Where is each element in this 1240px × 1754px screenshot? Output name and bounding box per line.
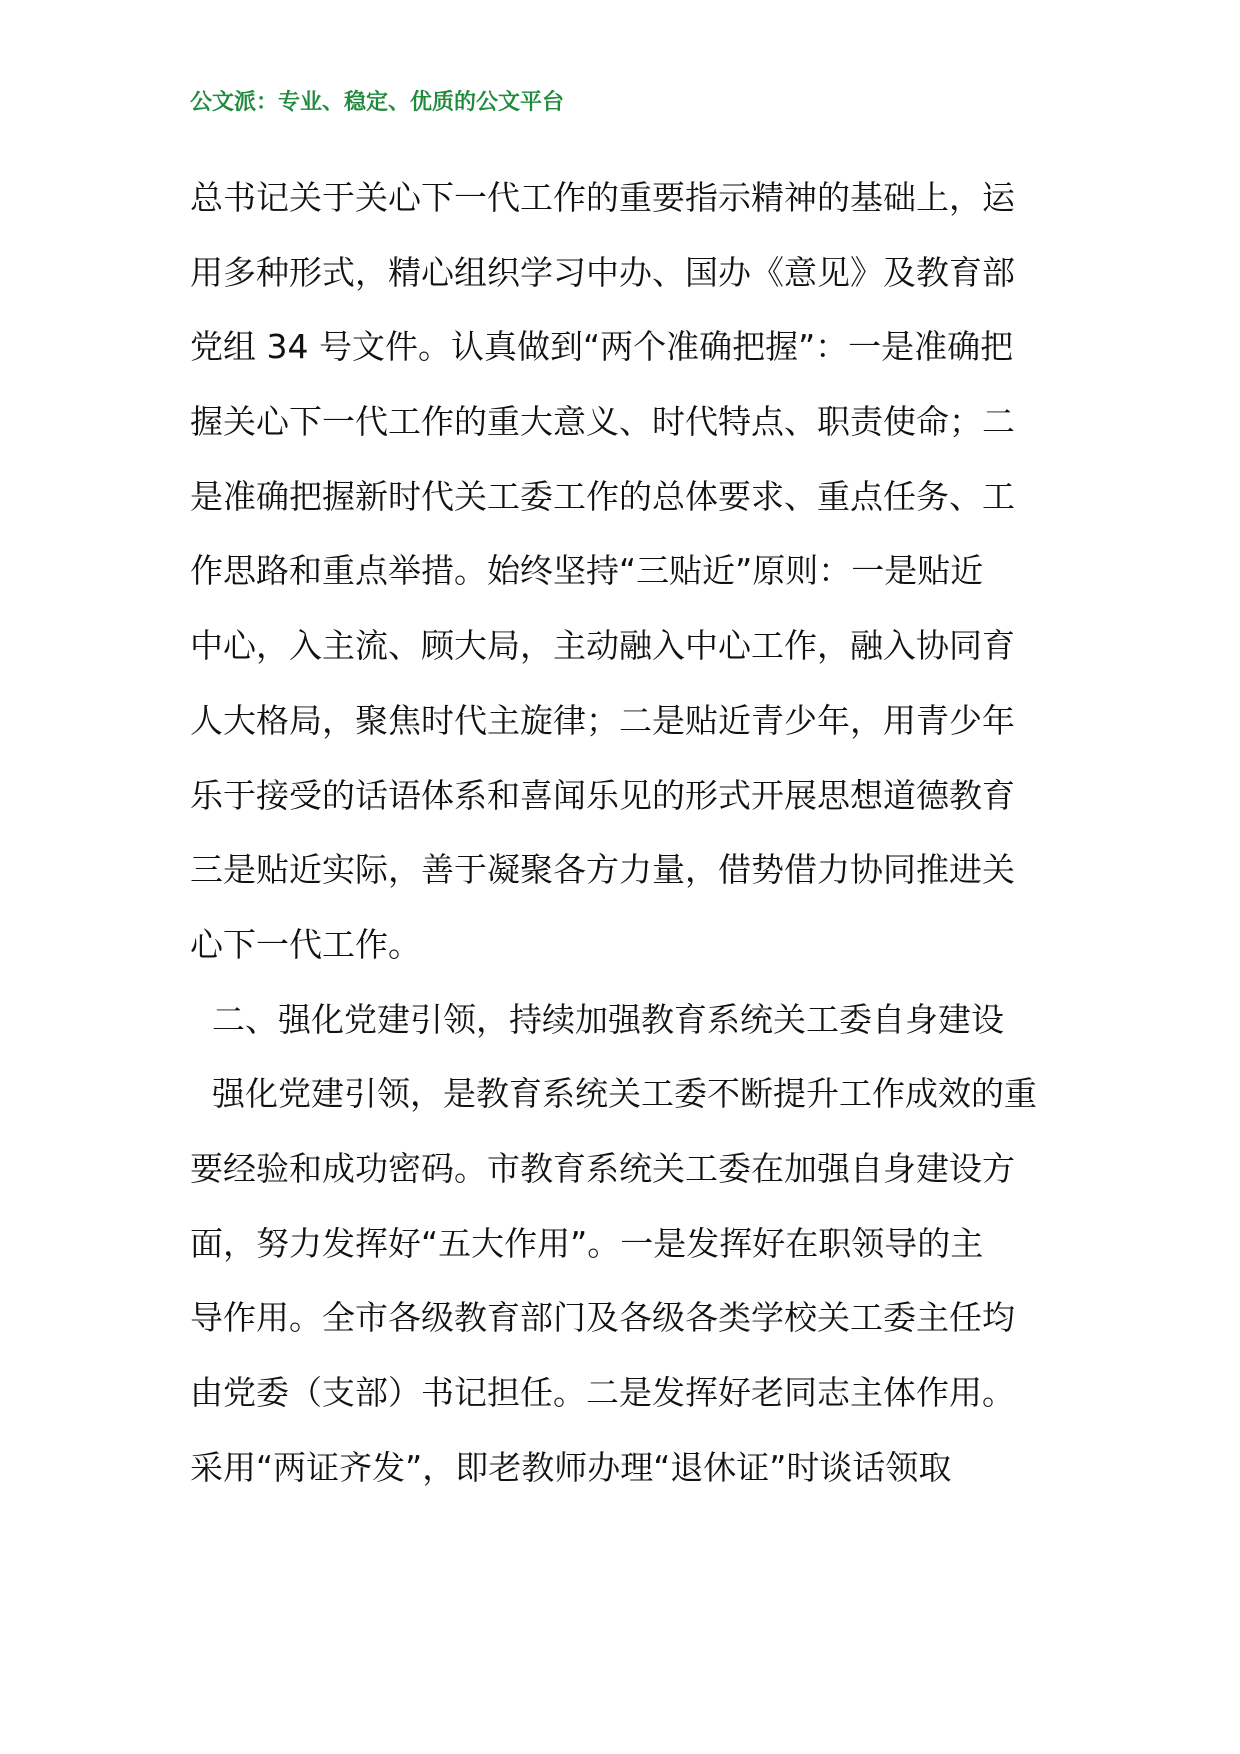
- site-header: 公文派：专业、稳定、优质的公文平台: [190, 90, 565, 115]
- text-line: 三是贴近实际，善于凝聚各方力量，借势借力协同推进关: [190, 850, 1015, 890]
- text-line: 作思路和重点举措。始终坚持“三贴近”原则：一是贴近: [190, 551, 984, 591]
- text-line: 导作用。全市各级教育部门及各级各类学校关工委主任均: [190, 1298, 1015, 1338]
- text-line: 面，努力发挥好“五大作用”。一是发挥好在职领导的主: [190, 1223, 984, 1263]
- text-line: 人大格局，聚焦时代主旋律；二是贴近青少年，用青少年: [190, 700, 1015, 740]
- text-line: 用多种形式，精心组织学习中办、国办《意见》及教育部: [190, 252, 1015, 292]
- text-line: 乐于接受的话语体系和喜闻乐见的形式开展思想道德教育: [190, 775, 1015, 815]
- text-line: 是准确把握新时代关工委工作的总体要求、重点任务、工: [190, 476, 1015, 516]
- section-heading: 二、强化党建引领，持续加强教育系统关工委自身建设: [212, 999, 1004, 1039]
- text-line: 要经验和成功密码。市教育系统关工委在加强自身建设方: [190, 1148, 1015, 1188]
- text-line: 握关心下一代工作的重大意义、时代特点、职责使命；二: [190, 402, 1015, 442]
- text-line: 心下一代工作。: [190, 924, 421, 964]
- text-line: 总书记关于关心下一代工作的重要指示精神的基础上，运: [190, 178, 1015, 217]
- text-line: 强化党建引领，是教育系统关工委不断提升工作成效的重: [212, 1074, 1037, 1114]
- text-line: 中心，入主流、顾大局，主动融入中心工作，融入协同育: [190, 626, 1015, 666]
- text-line: 由党委（支部）书记担任。二是发挥好老同志主体作用。: [190, 1373, 1015, 1412]
- text-line: 党组 34 号文件。认真做到“两个准确把握”：一是准确把: [190, 327, 1014, 367]
- body-text: [190, 172, 1070, 1516]
- text-line: 采用“两证齐发”，即老教师办理“退休证”时谈话领取: [190, 1447, 952, 1487]
